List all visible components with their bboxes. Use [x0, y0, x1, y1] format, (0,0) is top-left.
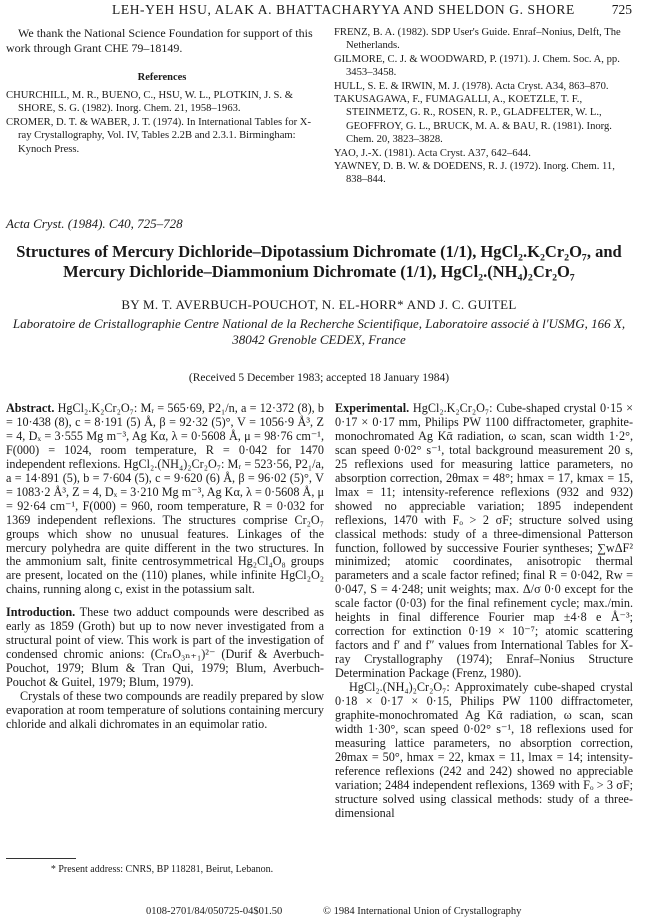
footnote: * Present address: CNRS, BP 118281, Beirut, Lebanon. — [50, 864, 274, 875]
right-body-column — [335, 402, 633, 821]
page-number: 725 — [611, 2, 632, 17]
reference-frenz: FRENZ, B. A. (1982). SDP User's Guide. Enraf–Nonius, Delft, The Netherlands. — [334, 27, 621, 52]
introduction-paragraph — [6, 606, 324, 690]
running-header — [22, 2, 632, 20]
journal-citation: Acta Cryst. (1984). C40, 725–728 — [6, 216, 183, 231]
affiliation: Laboratoire de Cristallographie Centre National de la Recherche Scientifique, Laboratoire associé à l'USMG, 166 X, 38042 Grenoble CEDEX, France — [12, 316, 626, 347]
reference-hull: HULL, S. E. & IRWIN, M. J. (1978). Acta Cryst. A34, 863–870. — [334, 80, 609, 92]
article-title-line-1: Structures of Mercury Dichloride–Dipotassium Dichromate (1/1), HgCl₂.K₂Cr₂O₇, and — [16, 242, 622, 261]
crystals-paragraph: Crystals of these two compounds are readily prepared by slow evaporation at room temperature of solutions containing mercury chloride and alkali dichromates in an equimolar ratio. — [6, 689, 324, 731]
references-right-column — [334, 26, 634, 187]
references-heading: References — [137, 72, 187, 83]
introduction-text: These two adduct compounds were described as early as 1859 (Groth) but up to now never investigated from a structural point of view. This work is part of the investigation of condensed chromic anions: (CrₙO₃ₙ₊₁)²⁻ (Durif & Averbuch-Pouchot, 1979; Blum & Tran Qui, 1979; Blum, Averbuch-Pouchot & Guitel, 1979; Blum, 1979). — [6, 605, 325, 690]
reference-churchill: CHURCHILL, M. R., BUENO, C., HSU, W. L., PLOTKIN, J. S. & SHORE, S. G. (1982). Inorg. Chem. 21, 1958–1963. — [6, 90, 293, 115]
experimental-ammonium-paragraph: HgCl₂.(NH₄)₂Cr₂O₇: Approximately cube-shaped crystal 0·18 × 0·17 × 0·15, Philips PW 1100 diffractometer, graphite-monochromated Ag Kᾱ radiation, ω scan, scan width 1·30°, scan speed 0·02° s⁻¹, 18 reflexions used for measuring lattice parameters, no absorption correction, 2θmax = 50°, hmax = 22, kmax = 11, lmax = 14; intensity-reference reflexions (242 and 242) showed no appreciable variation; 2484 independent reflexions, 1369 with Fₒ > 3 σF; structure solved using classical methods: study of a three-dimensional — [335, 680, 633, 820]
article-title-line-2: Mercury Dichloride–Diammonium Dichromate (1/1), HgCl₂.(NH₄)₂Cr₂O₇ — [63, 262, 575, 281]
copyright: © 1984 International Union of Crystallography — [323, 906, 522, 917]
experimental-paragraph — [335, 402, 633, 681]
experimental-text: HgCl₂.K₂Cr₂O₇: Cube-shaped crystal 0·15 × 0·17 × 0·17 mm, Philips PW 1100 diffractometer, graphite-monochromated Ag Kᾱ radiation, ω scan, scan width 1·2°, scan speed 0·02° s⁻¹, total background measurement 20 s, 25 reflexions used for measuring lattice parameters, no absorption correction, 2θmax = 48°; hmax = 17, kmax = 15, lmax = 11; intensity-reference reflexions (932 and 932) showed no appreciable variation; 1895 independent reflexions, 1470 with Fₒ > 2 σF; structure solved using classical methods: study of a three-dimensional Patterson function, followed by successive Fourier syntheses; ∑wΔF² minimized; atomic coordinates, anisotropic thermal parameters and a scale factor refined; final R = 0·042, Rw = 0·047, S = 4·248; unit weights; max. Δ/σ 0·0 except for the scale factor (0·03) for the final refinement cycle; max./min. heights in final difference Fourier map ±4·8 e Å⁻³; correction for extinction 0·19 × 10⁻⁷; atomic scattering factors and f′ and f″ values from International Tables for X-ray Crystallography (1974); Enraf–Nonius Structure Determination Package (Frenz, 1980). — [335, 401, 633, 681]
received-dates: (Received 5 December 1983; accepted 18 January 1984) — [188, 372, 450, 384]
article-title — [6, 242, 632, 282]
references-left-column — [6, 89, 318, 156]
reference-cromer: CROMER, D. T. & WABER, J. T. (1974). In International Tables for X-ray Crystallography, Vol. IV, Tables 2.2B and 2.3.1. Birmingham: Kynoch Press. — [6, 116, 311, 155]
reference-yawney: YAWNEY, D. B. W. & DOEDENS, R. J. (1972). Inorg. Chem. 11, 838–844. — [334, 161, 615, 186]
abstract-text: HgCl₂.K₂Cr₂O₇: Mᵣ = 565·69, P2₁/n, a = 12·372 (8), b = 10·438 (8), c = 8·191 (5) Å, β = 92·32 (5)°, V = 1056·9 Å³, Z = 4, Dₓ = 3·555 Mg m⁻³, Ag Kα, λ = 0·5608 Å, μ = 98·76 cm⁻¹, F(000) = 1024, room temperature, R = 0·042 for 1470 independent reflexions. HgCl₂.(NH₄)₂Cr₂O₇: Mᵣ = 523·56, P2₁/a, a = 14·891 (5), b = 7·604 (5), c = 9·620 (6) Å, β = 96·02 (5)°, V = 1083·2 Å³, Z = 4, Dₓ = 3·210 Mg m⁻³, Ag Kα, λ = 0·5608 Å, μ = 92·64 cm⁻¹, F(000) = 960, room temperature, R = 0·032 for 1369 independent reflexions. The structures comprise Cr₂O₇ groups which show no unusual features. Linkages of the mercury polyhedra are quite different in the two structures. In the ammonium salt, finite centrosymmetrical Hg₂Cl₄O₈ groups are present, located on the (110) planes, while infinite HgCl₂O₂ chains, running along c, exist in the potassium salt. — [6, 401, 325, 597]
abstract-paragraph — [6, 402, 324, 597]
reference-takusagawa: TAKUSAGAWA, F., FUMAGALLI, A., KOETZLE, T. F., STEINMETZ, G. R., ROSEN, R. P., GLADFELTER, W. L., GEOFFROY, G. L., BRUCK, M. A. & BAU, R. (1981). Inorg. Chem. 20, 3823–3828. — [334, 94, 612, 146]
running-header-authors: LEH-YEH HSU, ALAK A. BHATTACHARYYA AND SHELDON G. SHORE — [112, 2, 575, 17]
issn-code: 0108-2701/84/050725-04$01.50 — [146, 906, 283, 917]
introduction-label: Introduction. — [6, 605, 76, 620]
experimental-label: Experimental. — [335, 401, 410, 415]
reference-yao: YAO, J.-X. (1981). Acta Cryst. A37, 642–644. — [334, 147, 531, 159]
author-byline: BY M. T. AVERBUCH-POUCHOT, N. EL-HORR* AND J. C. GUITEL — [121, 297, 517, 312]
acknowledgement: We thank the National Science Foundation for support of this work through Grant CHE 79–18149. — [6, 26, 313, 55]
reference-gilmore: GILMORE, C. J. & WOODWARD, P. (1971). J. Chem. Soc. A, pp. 3453–3458. — [334, 53, 620, 79]
left-body-column — [6, 402, 324, 732]
abstract-label: Abstract. — [6, 401, 55, 415]
footnote-divider — [6, 858, 76, 859]
